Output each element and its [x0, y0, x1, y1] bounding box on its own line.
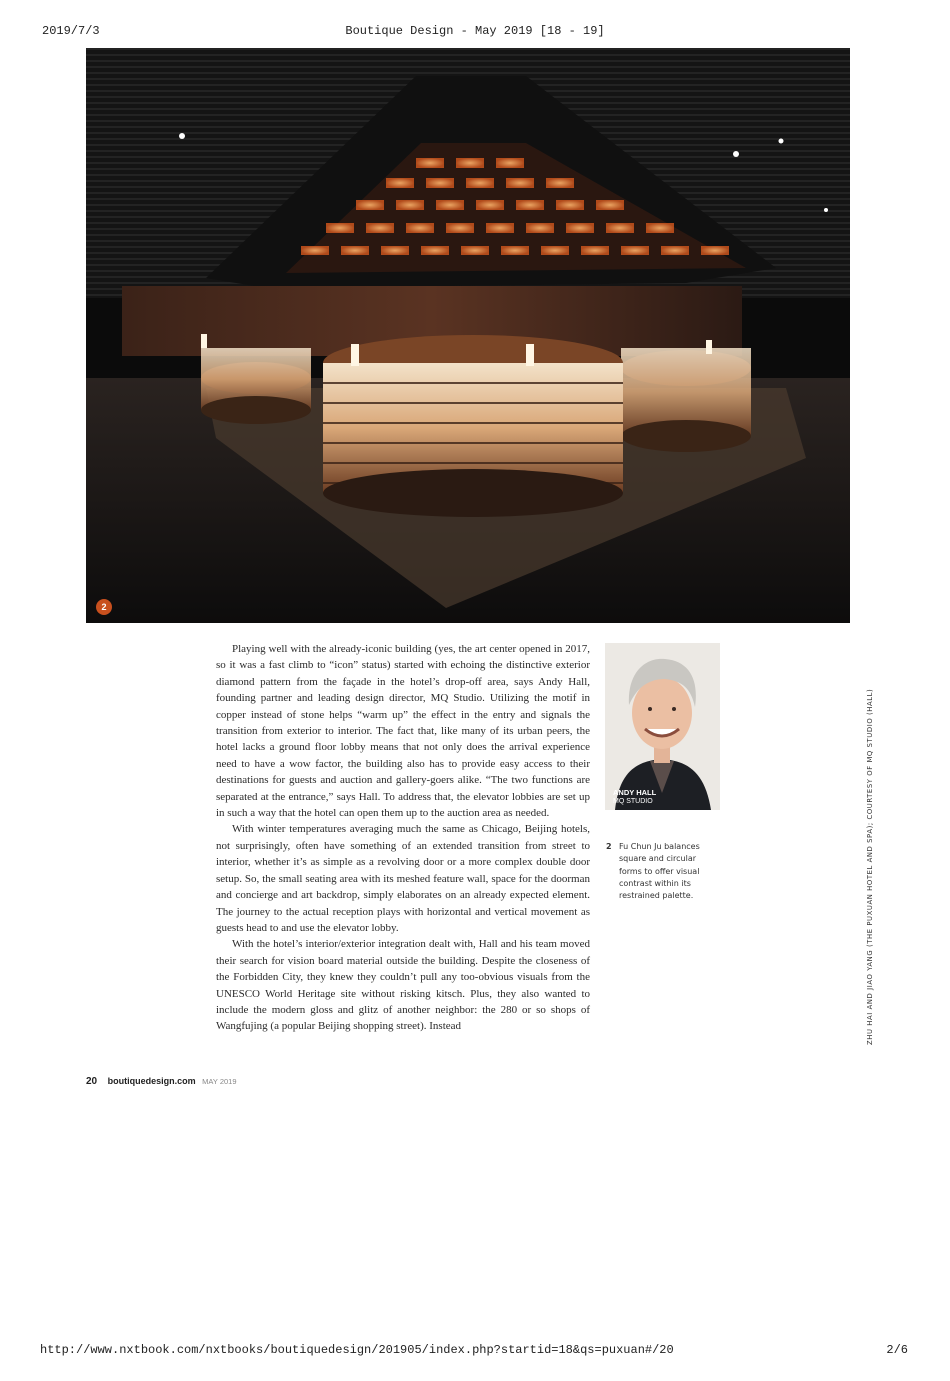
photo-credit: ZHU HAI AND JIAO YANG (THE PUXUAN HOTEL AND SPA); COURTESY OF MQ STUDIO (HALL) [866, 688, 874, 1045]
portrait-firm: MQ STUDIO [613, 798, 653, 805]
restaurant-illustration [86, 48, 850, 623]
print-url: http://www.nxtbook.com/nxtbooks/boutiquedesign/201905/index.php?startid=18&qs=puxuan#/20 [40, 1343, 674, 1357]
folio-page-number: 20 [86, 1076, 98, 1087]
hero-photo-restaurant-interior [86, 48, 850, 623]
print-footer [0, 1343, 950, 1359]
booth-left [201, 348, 311, 424]
print-date: 2019/7/3 [42, 24, 100, 38]
booth-right [621, 348, 751, 452]
portrait-illustration [605, 643, 720, 810]
caption-text: Fu Chun Ju balances square and circular forms to offer visual contrast within its restrained palette. [619, 842, 700, 901]
caption-number: 2 [606, 842, 612, 851]
article-body [216, 641, 590, 1035]
print-header [0, 24, 950, 42]
article-paragraph: With the hotel’s interior/exterior integration dealt with, Hall and his team moved their search for vision board material outside the building. Despite the closeness of the Forbidden City, they knew they couldn’t pull any too-obvious visuals from the UNESCO World Heritage site without risking kitsch. Plus, they also wanted to include the modern gloss and glitz of another neighbor: the 280 or so shops of Wangfujing (a popular Beijing shopping street). Instead [216, 938, 590, 1033]
photo-caption [606, 841, 718, 902]
folio-site: boutiquedesign.com [107, 1076, 196, 1086]
folio-date: MAY 2019 [202, 1077, 237, 1086]
page-folio [86, 1076, 237, 1087]
portrait-andy-hall [605, 643, 720, 810]
portrait-caption [613, 788, 656, 806]
article-paragraph: Playing well with the already-iconic building (yes, the art center opened in 2017, so it was a fast climb to “icon” status) started with echoing the distinctive exterior diamond pattern from the façade in the hotel’s drop-off area, says Andy Hall, founding partner and leading design director, MQ Studio. Utilizing the motif in copper instead of stone helps “warm up” the effect in the entry and signals the transition from exterior to interior. The fact that, like many of its urban peers, the hotel lacks a ground floor lobby means that not only does the arrival experience need to have a wow factor, the building also has to provide easy access to their destinations for guests and auction and gallery-goers alike. “The two functions are separated at the entrance,” says Hall. To address that, the elevator lobbies are set up in such a way that the hotel can open them up to the auction area as needed. [216, 643, 590, 820]
article-paragraph: With winter temperatures averaging much the same as Chicago, Beijing hotels, not surprisingly, often have something of an extended transition from street to interior, whether it’s as simple as a revolving door or a more complex double door setup. So, the small seating area with its meshed feature wall, space for the doorman and concierge and art backdrop, simply elaborates on an already expected element. The journey to the actual reception plays with horizontal and vertical movement as guests head to and use the elevator lobby. [216, 823, 590, 934]
photo-number-badge: 2 [96, 599, 112, 615]
print-title: Boutique Design - May 2019 [18 - 19] [345, 24, 605, 38]
portrait-name: ANDY HALL [613, 788, 657, 797]
print-page-count: 2/6 [886, 1343, 908, 1357]
booth-center [323, 335, 623, 517]
